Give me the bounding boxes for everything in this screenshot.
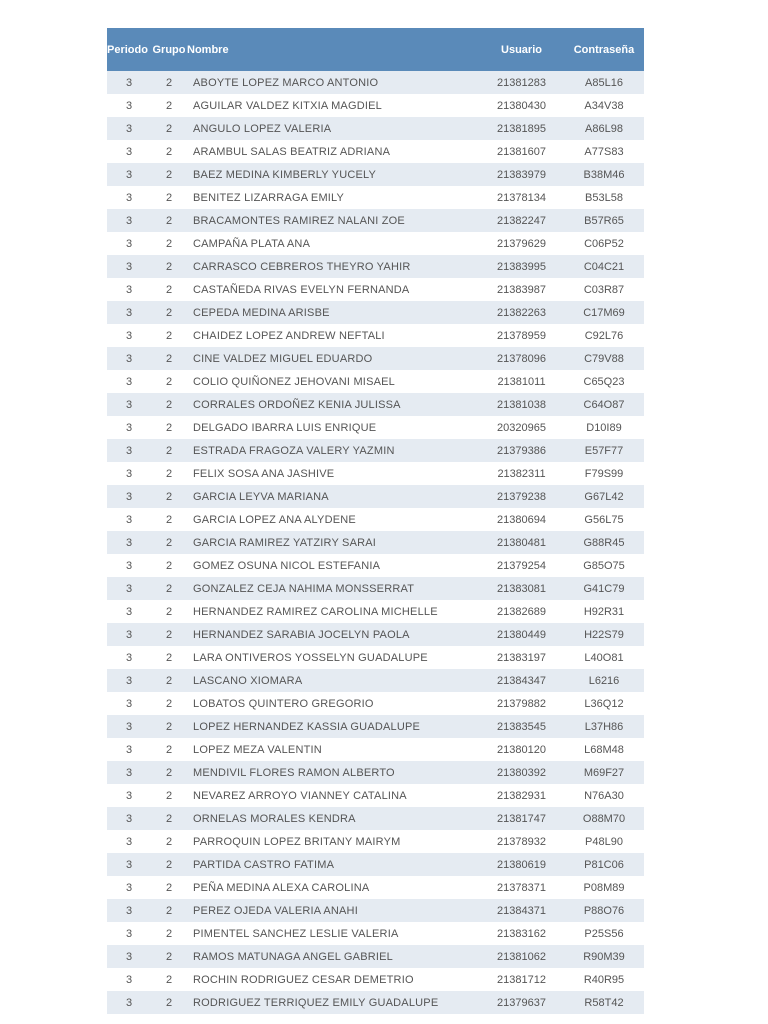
table-row	[107, 669, 644, 692]
cell-usuario: 21381011	[497, 375, 546, 388]
cell-periodo: 3	[125, 559, 133, 572]
cell-periodo: 3	[125, 881, 133, 894]
cell-contrasena: L36Q12	[584, 697, 624, 710]
cell-nombre: CEPEDA MEDINA ARISBE	[193, 306, 330, 319]
cell-contrasena: C17M69	[583, 306, 625, 319]
table-row	[107, 715, 644, 738]
table-row	[107, 991, 644, 1014]
cell-nombre: GARCIA LOPEZ ANA ALYDENE	[193, 513, 356, 526]
cell-periodo: 3	[125, 237, 133, 250]
cell-nombre: CINE VALDEZ MIGUEL EDUARDO	[193, 352, 373, 365]
cell-nombre: CASTAÑEDA RIVAS EVELYN FERNANDA	[193, 283, 410, 296]
cell-nombre: ARAMBUL SALAS BEATRIZ ADRIANA	[193, 145, 391, 158]
cell-usuario: 21384371	[497, 904, 546, 917]
cell-nombre: GONZALEZ CEJA NAHIMA MONSSERRAT	[193, 582, 415, 595]
cell-nombre: GARCIA LEYVA MARIANA	[193, 490, 329, 503]
cell-grupo: 2	[165, 237, 173, 250]
cell-periodo: 3	[125, 191, 133, 204]
cell-nombre: BRACAMONTES RAMIREZ NALANI ZOE	[193, 214, 405, 227]
table-row	[107, 485, 644, 508]
cell-contrasena: E57F77	[584, 444, 624, 457]
cell-contrasena: L37H86	[584, 720, 624, 733]
cell-contrasena: C06P52	[584, 237, 624, 250]
header-usuario: Usuario	[501, 43, 542, 56]
table-row	[107, 853, 644, 876]
cell-usuario: 21382263	[497, 306, 546, 319]
cell-nombre: RODRIGUEZ TERRIQUEZ EMILY GUADALUPE	[193, 996, 439, 1009]
table-row	[107, 945, 644, 968]
table-row	[107, 692, 644, 715]
cell-usuario: 21379882	[497, 697, 546, 710]
cell-usuario: 21383995	[497, 260, 546, 273]
cell-contrasena: C79V88	[584, 352, 624, 365]
cell-usuario: 21380392	[497, 766, 546, 779]
cell-periodo: 3	[125, 306, 133, 319]
cell-nombre: ROCHIN RODRIGUEZ CESAR DEMETRIO	[193, 973, 414, 986]
cell-nombre: CARRASCO CEBREROS THEYRO YAHIR	[193, 260, 411, 273]
cell-contrasena: C64O87	[583, 398, 625, 411]
cell-contrasena: N76A30	[584, 789, 624, 802]
cell-contrasena: C03R87	[583, 283, 625, 296]
cell-grupo: 2	[165, 122, 173, 135]
table-row	[107, 784, 644, 807]
table-row	[107, 71, 644, 94]
cell-nombre: ESTRADA FRAGOZA VALERY YAZMIN	[193, 444, 395, 457]
cell-periodo: 3	[125, 398, 133, 411]
cell-periodo: 3	[125, 858, 133, 871]
cell-periodo: 3	[125, 76, 133, 89]
cell-grupo: 2	[165, 352, 173, 365]
cell-contrasena: L40O81	[584, 651, 624, 664]
cell-periodo: 3	[125, 605, 133, 618]
cell-periodo: 3	[125, 766, 133, 779]
cell-contrasena: R40R95	[583, 973, 625, 986]
cell-usuario: 21378134	[497, 191, 546, 204]
table-row	[107, 876, 644, 899]
cell-grupo: 2	[165, 766, 173, 779]
cell-periodo: 3	[125, 444, 133, 457]
cell-contrasena: R90M39	[583, 950, 625, 963]
cell-usuario: 21379386	[497, 444, 546, 457]
cell-usuario: 21383987	[497, 283, 546, 296]
cell-grupo: 2	[165, 973, 173, 986]
cell-grupo: 2	[165, 444, 173, 457]
cell-usuario: 21379238	[497, 490, 546, 503]
cell-usuario: 21380619	[497, 858, 546, 871]
table-row	[107, 899, 644, 922]
cell-grupo: 2	[165, 789, 173, 802]
cell-nombre: MENDIVIL FLORES RAMON ALBERTO	[193, 766, 395, 779]
table-row	[107, 186, 644, 209]
cell-contrasena: C65Q23	[583, 375, 625, 388]
table-row	[107, 577, 644, 600]
table-row	[107, 508, 644, 531]
cell-periodo: 3	[125, 352, 133, 365]
cell-nombre: PIMENTEL SANCHEZ LESLIE VALERIA	[193, 927, 399, 940]
cell-contrasena: P88O76	[583, 904, 625, 917]
cell-grupo: 2	[165, 283, 173, 296]
cell-periodo: 3	[125, 812, 133, 825]
cell-contrasena: D10I89	[586, 421, 622, 434]
cell-periodo: 3	[125, 835, 133, 848]
cell-nombre: CORRALES ORDOÑEZ KENIA JULISSA	[193, 398, 401, 411]
cell-contrasena: G41C79	[583, 582, 625, 595]
header-periodo: Periodo	[107, 43, 148, 56]
cell-grupo: 2	[165, 950, 173, 963]
cell-usuario: 21379637	[497, 996, 546, 1009]
cell-periodo: 3	[125, 674, 133, 687]
cell-nombre: PARROQUIN LOPEZ BRITANY MAIRYM	[193, 835, 401, 848]
cell-nombre: DELGADO IBARRA LUIS ENRIQUE	[193, 421, 377, 434]
cell-contrasena: F79S99	[584, 467, 624, 480]
cell-nombre: BAEZ MEDINA KIMBERLY YUCELY	[193, 168, 377, 181]
cell-usuario: 21378959	[497, 329, 546, 342]
cell-usuario: 21383162	[497, 927, 546, 940]
cell-grupo: 2	[165, 605, 173, 618]
cell-usuario: 21382931	[497, 789, 546, 802]
cell-usuario: 21381895	[497, 122, 546, 135]
table-row	[107, 209, 644, 232]
cell-periodo: 3	[125, 122, 133, 135]
cell-nombre: LASCANO XIOMARA	[193, 674, 303, 687]
cell-usuario: 21382247	[497, 214, 546, 227]
cell-periodo: 3	[125, 99, 133, 112]
cell-grupo: 2	[165, 743, 173, 756]
table-row	[107, 416, 644, 439]
table-row	[107, 278, 644, 301]
cell-periodo: 3	[125, 582, 133, 595]
cell-usuario: 21378371	[497, 881, 546, 894]
cell-nombre: CAMPAÑA PLATA ANA	[193, 237, 311, 250]
cell-grupo: 2	[165, 260, 173, 273]
cell-nombre: HERNANDEZ SARABIA JOCELYN PAOLA	[193, 628, 410, 641]
cell-nombre: COLIO QUIÑONEZ JEHOVANI MISAEL	[193, 375, 395, 388]
cell-grupo: 2	[165, 697, 173, 710]
cell-contrasena: G85O75	[583, 559, 625, 572]
cell-grupo: 2	[165, 329, 173, 342]
table-row	[107, 462, 644, 485]
table-header	[107, 28, 644, 71]
cell-grupo: 2	[165, 559, 173, 572]
cell-contrasena: P48L90	[585, 835, 623, 848]
cell-grupo: 2	[165, 835, 173, 848]
table-row	[107, 531, 644, 554]
cell-contrasena: A85L16	[585, 76, 623, 89]
cell-contrasena: B53L58	[585, 191, 623, 204]
cell-contrasena: L68M48	[584, 743, 624, 756]
cell-periodo: 3	[125, 950, 133, 963]
cell-nombre: ORNELAS MORALES KENDRA	[193, 812, 356, 825]
cell-grupo: 2	[165, 168, 173, 181]
cell-nombre: PEREZ OJEDA VALERIA ANAHI	[193, 904, 358, 917]
cell-usuario: 21381712	[497, 973, 546, 986]
header-nombre: Nombre	[187, 43, 229, 56]
cell-periodo: 3	[125, 536, 133, 549]
cell-periodo: 3	[125, 168, 133, 181]
cell-grupo: 2	[165, 375, 173, 388]
cell-grupo: 2	[165, 214, 173, 227]
cell-periodo: 3	[125, 927, 133, 940]
cell-periodo: 3	[125, 490, 133, 503]
cell-nombre: ANGULO LOPEZ VALERIA	[193, 122, 332, 135]
cell-usuario: 21381062	[497, 950, 546, 963]
table-row	[107, 554, 644, 577]
cell-grupo: 2	[165, 720, 173, 733]
table-row	[107, 830, 644, 853]
cell-usuario: 21380481	[497, 536, 546, 549]
cell-contrasena: A86L98	[585, 122, 623, 135]
table-row	[107, 738, 644, 761]
cell-usuario: 21380449	[497, 628, 546, 641]
cell-grupo: 2	[165, 398, 173, 411]
cell-nombre: CHAIDEZ LOPEZ ANDREW NEFTALI	[193, 329, 385, 342]
cell-grupo: 2	[165, 145, 173, 158]
cell-usuario: 21380120	[497, 743, 546, 756]
table-row	[107, 255, 644, 278]
table-row	[107, 324, 644, 347]
cell-grupo: 2	[165, 421, 173, 434]
cell-contrasena: C04C21	[583, 260, 625, 273]
student-credentials-table	[107, 28, 644, 1014]
cell-nombre: HERNANDEZ RAMIREZ CAROLINA MICHELLE	[193, 605, 438, 618]
cell-periodo: 3	[125, 996, 133, 1009]
cell-grupo: 2	[165, 651, 173, 664]
cell-nombre: PEÑA MEDINA ALEXA CAROLINA	[193, 881, 370, 894]
cell-grupo: 2	[165, 513, 173, 526]
table-row	[107, 301, 644, 324]
header-row	[107, 28, 644, 71]
cell-usuario: 21380694	[497, 513, 546, 526]
cell-contrasena: O88M70	[582, 812, 626, 825]
cell-usuario: 21379254	[497, 559, 546, 572]
cell-contrasena: B57R65	[584, 214, 624, 227]
table-row	[107, 94, 644, 117]
cell-periodo: 3	[125, 467, 133, 480]
cell-periodo: 3	[125, 697, 133, 710]
cell-usuario: 21379629	[497, 237, 546, 250]
table-row	[107, 922, 644, 945]
cell-contrasena: A77S83	[584, 145, 624, 158]
cell-nombre: GOMEZ OSUNA NICOL ESTEFANIA	[193, 559, 381, 572]
cell-grupo: 2	[165, 812, 173, 825]
table-row	[107, 370, 644, 393]
table-row	[107, 600, 644, 623]
cell-periodo: 3	[125, 513, 133, 526]
table-row	[107, 807, 644, 830]
cell-contrasena: M69F27	[583, 766, 625, 779]
cell-usuario: 21383979	[497, 168, 546, 181]
table-row	[107, 347, 644, 370]
cell-nombre: LOPEZ MEZA VALENTIN	[193, 743, 322, 756]
cell-nombre: PARTIDA CASTRO FATIMA	[193, 858, 335, 871]
table-row	[107, 163, 644, 186]
cell-grupo: 2	[165, 628, 173, 641]
cell-periodo: 3	[125, 789, 133, 802]
cell-grupo: 2	[165, 76, 173, 89]
cell-periodo: 3	[125, 720, 133, 733]
cell-usuario: 21383081	[497, 582, 546, 595]
table-body	[107, 71, 644, 1014]
cell-periodo: 3	[125, 145, 133, 158]
header-contrasena: Contraseña	[573, 43, 635, 56]
cell-usuario: 21378096	[497, 352, 546, 365]
cell-contrasena: P08M89	[583, 881, 625, 894]
cell-contrasena: C92L76	[584, 329, 624, 342]
header-grupo: Grupo	[152, 43, 186, 56]
table-row	[107, 646, 644, 669]
table-row	[107, 393, 644, 416]
cell-grupo: 2	[165, 904, 173, 917]
table-row	[107, 623, 644, 646]
cell-periodo: 3	[125, 375, 133, 388]
cell-usuario: 21382689	[497, 605, 546, 618]
cell-usuario: 21380430	[497, 99, 546, 112]
cell-periodo: 3	[125, 329, 133, 342]
cell-contrasena: P25S56	[584, 927, 624, 940]
cell-contrasena: G88R45	[583, 536, 625, 549]
cell-grupo: 2	[165, 582, 173, 595]
cell-grupo: 2	[165, 536, 173, 549]
cell-periodo: 3	[125, 628, 133, 641]
cell-periodo: 3	[125, 904, 133, 917]
cell-nombre: LARA ONTIVEROS YOSSELYN GUADALUPE	[193, 651, 428, 664]
cell-usuario: 21383197	[497, 651, 546, 664]
cell-contrasena: L6216	[588, 674, 620, 687]
cell-grupo: 2	[165, 191, 173, 204]
cell-usuario: 21378932	[497, 835, 546, 848]
cell-grupo: 2	[165, 490, 173, 503]
cell-nombre: GARCIA RAMIREZ YATZIRY SARAI	[193, 536, 377, 549]
cell-grupo: 2	[165, 674, 173, 687]
cell-periodo: 3	[125, 283, 133, 296]
cell-usuario: 21382311	[497, 467, 546, 480]
cell-usuario: 21381747	[497, 812, 546, 825]
cell-periodo: 3	[125, 973, 133, 986]
cell-periodo: 3	[125, 214, 133, 227]
cell-nombre: FELIX SOSA ANA JASHIVE	[193, 467, 335, 480]
cell-contrasena: B38M46	[583, 168, 625, 181]
cell-periodo: 3	[125, 743, 133, 756]
cell-usuario: 21383545	[497, 720, 546, 733]
cell-contrasena: G67L42	[584, 490, 624, 503]
cell-grupo: 2	[165, 467, 173, 480]
cell-contrasena: G56L75	[584, 513, 624, 526]
cell-periodo: 3	[125, 651, 133, 664]
table-row	[107, 140, 644, 163]
table-row	[107, 761, 644, 784]
cell-nombre: LOPEZ HERNANDEZ KASSIA GUADALUPE	[193, 720, 421, 733]
cell-periodo: 3	[125, 260, 133, 273]
cell-grupo: 2	[165, 858, 173, 871]
cell-periodo: 3	[125, 421, 133, 434]
cell-nombre: AGUILAR VALDEZ KITXIA MAGDIEL	[193, 99, 382, 112]
cell-grupo: 2	[165, 927, 173, 940]
table-row	[107, 968, 644, 991]
cell-grupo: 2	[165, 99, 173, 112]
cell-contrasena: H92R31	[583, 605, 625, 618]
table-row	[107, 117, 644, 140]
cell-nombre: RAMOS MATUNAGA ANGEL GABRIEL	[193, 950, 393, 963]
cell-nombre: NEVAREZ ARROYO VIANNEY CATALINA	[193, 789, 407, 802]
cell-nombre: ABOYTE LOPEZ MARCO ANTONIO	[193, 76, 379, 89]
cell-usuario: 20320965	[497, 421, 546, 434]
cell-contrasena: A34V38	[584, 99, 624, 112]
table-row	[107, 439, 644, 462]
cell-usuario: 21381283	[497, 76, 546, 89]
cell-grupo: 2	[165, 881, 173, 894]
cell-contrasena: P81C06	[584, 858, 624, 871]
cell-grupo: 2	[165, 306, 173, 319]
cell-nombre: LOBATOS QUINTERO GREGORIO	[193, 697, 374, 710]
cell-usuario: 21381607	[497, 145, 546, 158]
cell-contrasena: R58T42	[584, 996, 624, 1009]
cell-contrasena: H22S79	[584, 628, 624, 641]
cell-nombre: BENITEZ LIZARRAGA EMILY	[193, 191, 345, 204]
table-row	[107, 232, 644, 255]
cell-usuario: 21381038	[497, 398, 546, 411]
cell-usuario: 21384347	[497, 674, 546, 687]
cell-grupo: 2	[165, 996, 173, 1009]
